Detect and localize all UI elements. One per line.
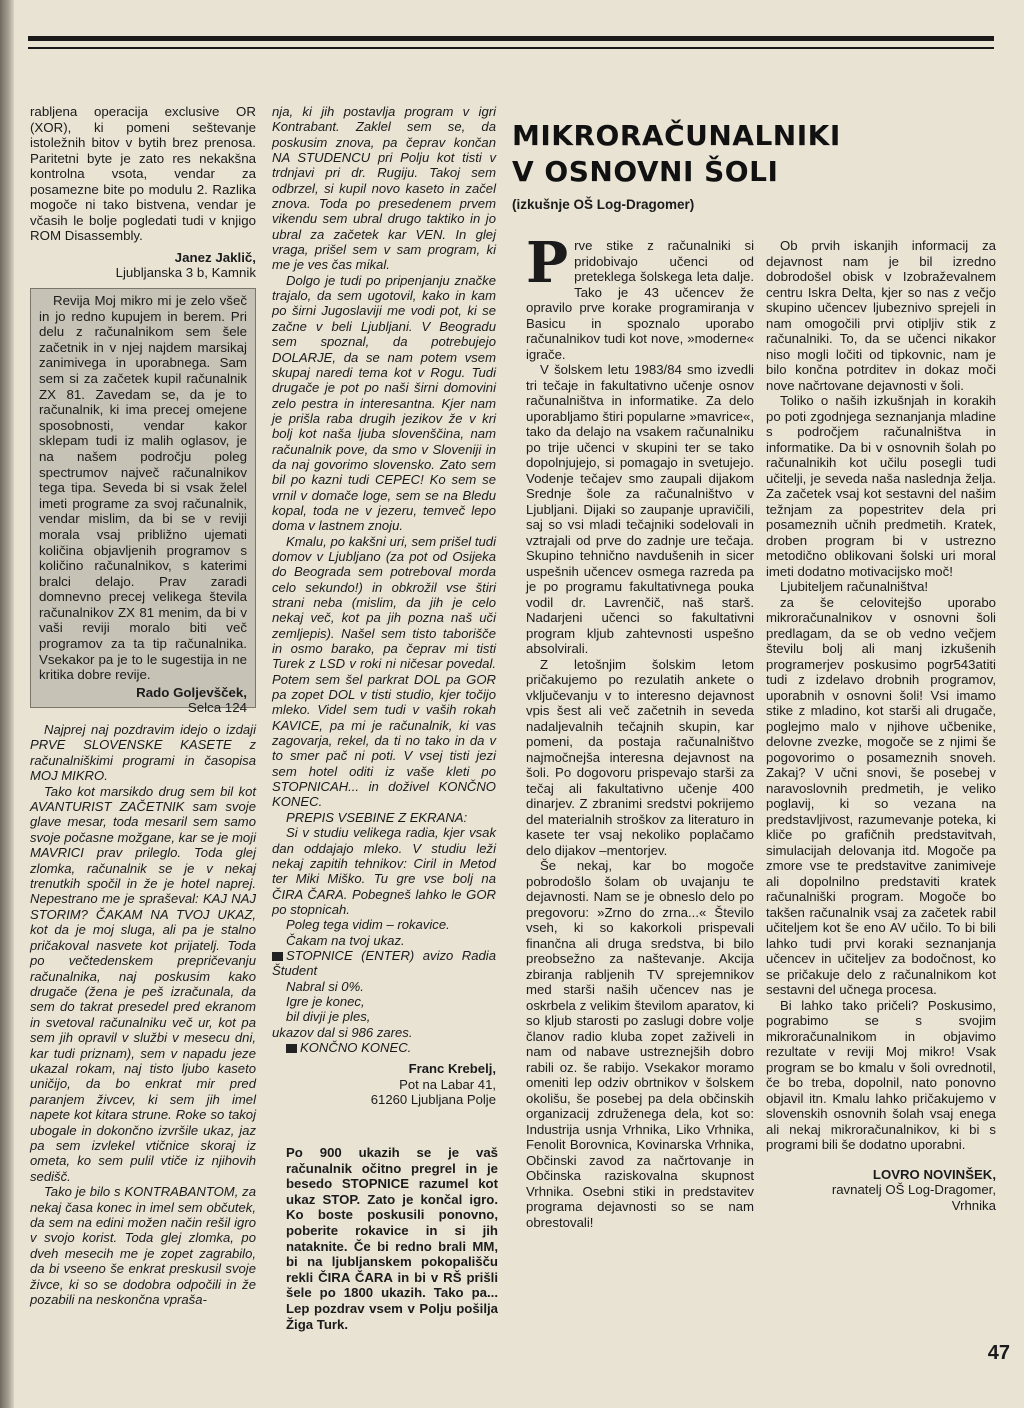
article-author-role1: ravnatelj OŠ Log-Dragomer, (831, 1182, 996, 1197)
story-col1-p3: Tako je bilo s KONTRABANTOM, za nekaj časa konec in imel sem občutek, da sem na edini možen način rešil igro v svojo korist. Toda glej zlomka, po dveh mesecih me je zopet zagrabilo, da bi vseeno še enkrat preskusil svoje živce, ki so se dodobra odpočili in že pozabili na neskončna vpraša- (30, 1184, 256, 1308)
story-col1-p2: Tako kot marsikdo drug sem bil kot AVANTURIST ZAČETNIK sam svoje glave mesar, toda mesaril sem samo svoje počasne možgane, kar se je moji MAVRICI prav prileglo. Toda glej zlomka, računalnik se je v nekaj trenutkih spočil in že je hotel naprej. Nepestrano me je spraševal: KAJ NAJ STORIM? ČAKAM NA TVOJ UKAZ, kot da je moj sluga, ali pa je stalno pričakoval nasvete kot prijatelj. Toda po večtedenskem prepričevanju računalnika, naj poskusim kako drugače (žena je peš izračunala, da sem do takrat presedel pred ekranom in svetoval računalniku več ur, kot pa sem jih opravil v službi v mesecu dni, kar tudi priznam), sem v napadu jeze ukazal rokam, naj tisto ljubo kaseto uničijo, da bo enkrat mir pred paranjem živcev, ki sem jih imel napete kot kitara strune. Roke so takoj ubogale in dokončno izvršile ukaz, jaz pa sem izvlekel vtičnice skoraj iz ometa, ko sem pulil vtiče iz njihovih sedišč. (30, 783, 256, 1184)
screen-transcript-prompt: Čakam na tvoj ukaz. (286, 932, 405, 948)
screen-transcript-items: Poleg tega vidim – rokavice. (286, 917, 450, 933)
letter1 (30, 104, 256, 281)
article-col2-p3: Ljubiteljem računalništva! (780, 579, 929, 594)
story-col2 (272, 104, 496, 1107)
boxed-letter-text: Revija Moj mikro mi je zelo všeč in jo redno kupujem in berem. Pri delu z računalnikom sem šele začetnik in v njej najdem marsikaj zanimivega in uporabnega. Sam sem si za začetek kupil računalnik ZX 81. Zavedam se, da je to računalnik, ki ima precej omejene sposobnosti, vendar kakor sklepam tudi iz malih oglasov, je na našem področju poleg spectrumov največ računalnikov tega tipa. Seveda bi si vsak želel imeti programe za svoj računalnik, vendar mislim, da bi se v reviji morala vsaj približno ujemati količina objavljenih programov s količino računalnikov, s katerimi bralci delajo. Prav zaradi domnevno precej velikega števila računalnikov ZX 81 menim, da bi v vaši reviji moralo biti več programov za ta tip računalnika. Vsekakor pa je to le sugestija in ne kritika dobre revije. (39, 293, 247, 683)
article-col2-p5: Bi lahko tako pričeli? Poskusimo, pograbimo se s svojim mikroračunalnikom in objavimo rezultate v reviji Moj mikro! Vsak program se bo kmalu v šoli ovrednotil, če bo treba, dopolnil, nato ponovno objavil itn. Kmalu lahko pričakujemo v slovenskih osnovnih šolah vsaj enega ali nekaj mikroračunalnikov, ki bi s programi bili še dodatno uporabni. (766, 997, 996, 1152)
letter1-address: Ljubljanska 3 b, Kamnik (115, 265, 256, 280)
article-col2-p4: za še celovitejšo uporabo mikroračunalnikov v osnovni šoli predlagam, da se ob vedno večjem številu bolj ali manj izkušenih programerjev poskusimo pogr543atiti tudi z izdelavo drobnih programov, uporabnih v osnovni šoli! Vsi imamo stike z mladino, kot starši ali drugače, poglejmo malo v njihove učbenike, delovne zvezke, mogoče se z njimi še pogovorimo o posameznih snoveh. Zakaj? V učni snovi, še posebej v naravoslovnih predmetih, je veliko poglavij, ki so vezana na predstavljivost, razumevanje poteka, ki kliče po grafičnih predstavitvah, simulacijah delovanja itd. Mogoče pa zmore vse te predstavitve zanimiveje ali dopolnilno predstaviti kratek računalniški program. Mogoče bo takšen računalnik vsaj za začetek rabil učiteljem kot še eno AV učilo. To bi bili lahko tudi prvi koraki seznanjanja učencev in učiteljev za bodočnost, ko se pričakuje delo z računalnikom kot sestavni del učnega procesa. (766, 594, 996, 997)
letter2-address2: 61260 Ljubljana Polje (370, 1092, 496, 1107)
article-title-line2: V OSNOVNI ŠOLI (512, 155, 779, 188)
page-number: 47 (987, 1342, 1010, 1364)
article-dropcap: P (526, 230, 569, 296)
article-author: LOVRO NOVINŠEK, (872, 1166, 996, 1182)
article-subtitle: (izkušnje OŠ Log-Dragomer) (512, 197, 695, 212)
article-title-line1: MIKRORAČUNALNIKI (512, 119, 841, 152)
top-rule-thick (28, 36, 994, 41)
article-col1 (526, 230, 754, 1230)
letter1-text: rabljena operacija exclusive OR (XOR), ki pomeni seštevanje istoležnih bitov v bytih brez prenosa. Paritetni byte je zato res nekakšna kontrolna vsota, vendar za posamezne bite po modulu 2. Razlika mogoče ni tako bistvena, vendar je včasih le bolje pogledati tudi v knjigo ROM Disassembly. (30, 104, 256, 243)
enter-key-icon (286, 1044, 297, 1053)
letter1-author: Janez Jaklič, (174, 249, 256, 265)
editor-reply (286, 1145, 498, 1332)
screen-line5: ukazov dal si 986 zares. (272, 1024, 413, 1040)
article-col1-p2: V šolskem letu 1983/84 smo izvedli tri tečaje in fakultativno učenje osnov računalništva in informatike. Za delo uporabljamo štiri popularne »mavrice«, tako da delajo na vsakem računalniku po trije učenci v skupini ter se tako dopolnjujejo, si pomagajo in svetujejo. Vodenje tečajev smo zaupali dijakom Srednje šole za računalništvo v Ljubljani. Dijaki so zaupanje upravičili, saj so vsi mladi tečajniki sodelovali in vztrajali od prve do zadnje ure tečaja. Skupino tehnično navdušenih in sicer uspešnih učencev osmega razreda pa je po programu fakultativnega pouka vodil dr. Lavrenčič, naš starš. Nadarjeni učenci so fakultativni program kljub zahtevnosti uspešno absolvirali. (526, 362, 754, 656)
screen-transcript-heading: PREPIS VSEBINE Z EKRANA: (286, 809, 468, 825)
article-col1-p3: Z letošnjim šolskim letom pričakujemo po rezulatih ankete o vključevanju v to interesno dejavnost vpis šest ali več začetnih in seveda nadaljevalnih tečajnih skupin, kar pomeni, da postaja računalništvo najmočnejša interesna dejavnost na šoli. Po dogovoru prispevajo starši za tečaj ali fakultativno učenje 400 dinarjev. Z zbranimi sredstvi pokrijemo del materialnih stroškov za literaturo in kasete ter vsaj nekoliko poplačamo delo dijakov –mentorjev. (526, 656, 754, 858)
letter2-author: Franc Krebelj, (408, 1061, 496, 1077)
story-col2-p1: nja, ki jih postavlja program v igri Kontrabant. Zaklel sem se, da poskusim znova, pa čeprav končan NA STUDENCU pri Polju kot tisti v trdnjavi pri dr. Rugiju. Takoj sem odbrzel, si kupil novo kaseto in začel znova. Toda po presedenem prvem vikendu sem ubral drugo taktiko in jo ubral za začetek kar VEN. In glej vraga, prišel sem v sam program, ki me je ves čas mikal. (272, 104, 496, 273)
article-col2-p1: Ob prvih iskanjih informacij za dejavnost nam je bil izredno dobrodošel obisk v Izobraževalnem centru Iskra Delta, kjer so nas z večjo skupino učencev ljubeznivo sprejeli in nam omogočili prvi otipljiv stik z računalniki. To, da se učenci nikakor niso mogli ločiti od tipkovnic, nam je bilo končna potrditev in dokaz moči nove načrtovane dejavnosti v šoli. (766, 238, 996, 393)
article-col2-p2: Toliko o naših izkušnjah in korakih po poti zgodnjega seznanjanja mladine s področjem računalništva in informatike. Da bi v osnovnih šolah po računalnikih kot učilu posegli tudi učitelji, je seveda naša naslednja želja. Za začetek vsaj kot sestavni del našim težnjam za popestritev dela pri posameznih učnih predmetih. Kratek, droben program bi v ustrezno metodično oblikovani šolski uri moral imeti dodatno motivacijsko moč! (766, 393, 996, 579)
article-author-role2: Vrhnika (951, 1197, 996, 1213)
boxed-letter (30, 288, 256, 716)
screen-transcript-text: Si v studiu velikega radia, kjer vsak dan oddajajo mleko. V studiu leži nekaj zapitih tehnikov: Ciril in Metod ter Miki Miško. Tu gre vse bolj na ČIRA ČARA. Pobegneš lahko le GOR po stopnicah. (272, 825, 496, 917)
boxed-letter-author: Rado Goljevšček, (136, 684, 247, 700)
article-col1-p1: rve stike z računalniki si pridobivajo učenci od preteklega šolskega leta dalje. Tako je 43 učencev že opravilo prve korake programiranja v Basicu in spoznalo uporabo računalnikov tudi kot nove, »moderne« igrače. (526, 238, 754, 362)
screen-line1: STOPNICE (ENTER) avizo Radia Študent (272, 947, 496, 979)
story-col2-p2: Dolgo je tudi po pripenjanju značke trajalo, da sem ugotovil, kako in kam po širni Jugoslaviji me vodi pot, ki se začne v beli Ljubljani. V Beogradu sem spoznal, da potrebujejo DOLARJE, da se nam potem vsem skupaj naredi tema kot v Rogu. Tudi drugače je pot po naši širni domovini zelo pestra in interesantna. Kjer nam je prišla raba drugih jezikov že v kri bolj kot naša ljuba slovenščina, nam računalnik pove, da smo v Sloveniji in da naj govorimo slovensko. Zato sem bil po kazni tudi CEPEC! Ko sem se vrnil v domače loge, sem se na Bledu kopal, toda ne v jezeru, temveč lepo doma v lastnem znoju. (272, 272, 496, 534)
screen-line4: bil divji je ples, (286, 1009, 371, 1025)
article-col1-p4: Še nekaj, kar bo mogoče pobrodošlo šolam ob uvajanju te dejavnosti. Nam se je obneslo delo po pregovoru: »Zrno do zrna...« Število vseh, ki so kakorkoli prispevali finančna ali druga sredstva, bi bilo preobsežno za naštevanje. Akcija zbiranja rabljenih TV sprejemnikov med starši naših učencev nas je oskrbela z velikim številom aparatov, ki so kljub starosti po zaslugi dobre volje članov radio kluba zopet zaživeli in nam od nabave ustreznejših dobro rabili oz. še rabijo. Vsekakor moramo omeniti lep odziv obrtnikov v šolskem okolišu, še posebej pa dela občinskih organizacij združenega dela, kot so: Industrija usnja Vrhnika, Liko Vrhnika, Fenolit Borovnica, Kovinarska Vrhnika, Občinski zavod za načrtovanje in Občinska raziskovalna skupnost Vrhnika. Osebni stiki in predstavitev programa dejavnosti so se nam obrestovali! (526, 858, 754, 1230)
article-col2 (766, 238, 996, 1213)
page-binding-shadow (0, 0, 14, 1408)
letter2-address1: Pot na Labar 41, (399, 1076, 496, 1092)
boxed-letter-address: Selca 124 (187, 700, 247, 716)
story-col2-p3: Kmalu, po kakšni uri, sem prišel tudi domov v Ljubljano (za pot od Osijeka do Beograda sem potreboval morda celo sekundo!) in obkrožil vse štiri strani neba (mislim, da jih je celo nekaj več, kot pa jih pozna naš uči zemljepis). Našel sem tisto taborišče in osmo barako, pa čeprav mi tisti Turek z LSD v roki ni ničesar povedal. Potem sem šel parkrat DOL pa GOR pa zopet DOL v tisti studio, kjer točijo mleko. Videl sem tudi v vaših rokah KAVICE, pa mi je računalnik, ki vas zagovarja, rekel, da ti no tako in da v to smer pač ni poti. V vsej tisti jezi sem hotel oditi iz vaše kleti po STOPNICAH... in doživel KONČNO KONEC. (272, 533, 496, 810)
screen-line3: Igre je konec, (286, 993, 365, 1009)
screen-line2: Nabral si 0%. (286, 978, 364, 994)
top-rule-thin (28, 47, 994, 49)
story-col1-p1: Najprej naj pozdravim idejo o izdaji PRVE SLOVENSKE KASETE z računalniškimi programi in časopisa MOJ MIKRO. (30, 722, 256, 784)
screen-line6: KONČNO KONEC. (300, 1039, 412, 1055)
story-col1 (30, 722, 256, 1307)
article-title (512, 118, 992, 190)
editor-reply-text: Po 900 ukazih se je vaš računalnik očitno pregrel in je besedo STOPNICE razumel kot ukaz STOP. Zato je končal igro. Ko boste poskusili ponovno, poberite rokavice in si jih nataknite. Če bi redno brali MM, bi na ljubljanskem pokopališču rekli ČIRA ČARA in bi v RŠ prišli šele po 1800 ukazih. Tako pa... Lep pozdrav vsem v Polju pošilja Žiga Turk. (286, 1145, 498, 1332)
enter-key-icon (272, 952, 283, 961)
